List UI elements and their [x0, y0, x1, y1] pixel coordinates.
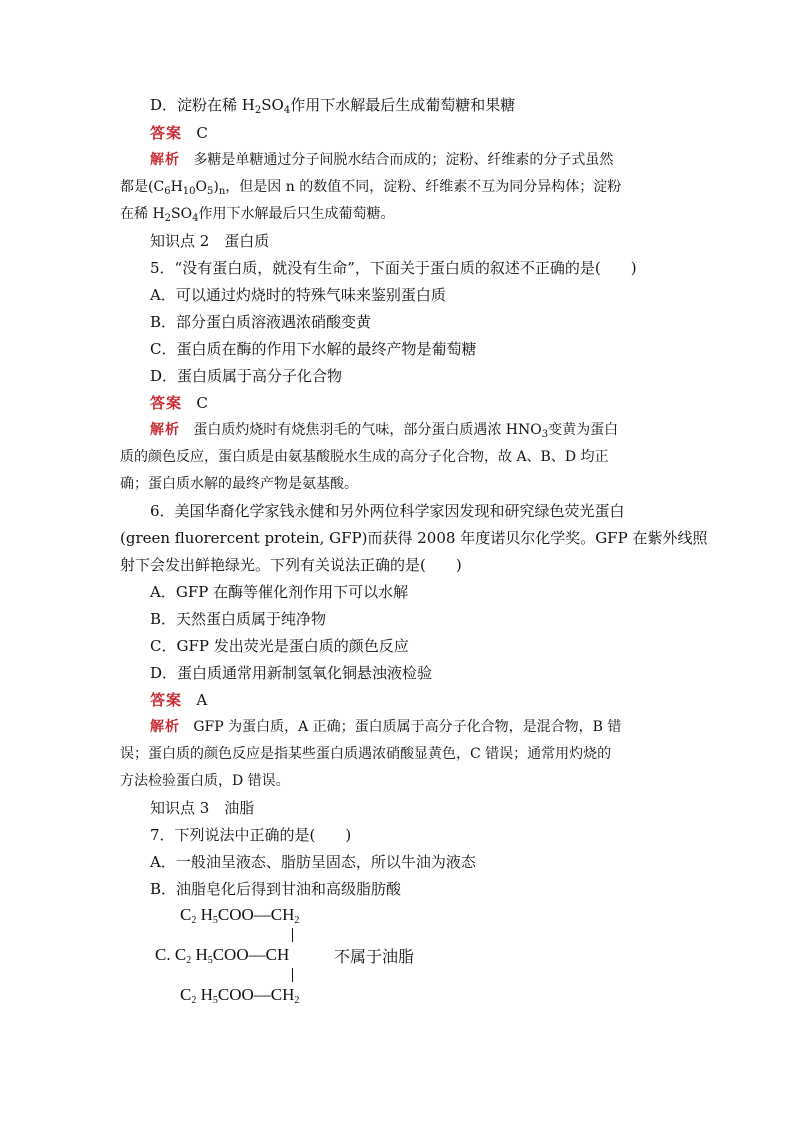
section-heading-kp3: 知识点 3 油脂	[150, 799, 255, 817]
q4-option-d: D．淀粉在稀 $H_2SO_4$作用下水解最后生成葡萄糖和果糖	[150, 96, 516, 116]
q5-option-c: C．蛋白质在酶的作用下水解的最终产物是葡萄糖	[150, 340, 477, 358]
q6-analysis-line-3: 方法检验蛋白质，D 错误。	[120, 773, 290, 789]
q5-analysis-line-2: 质的颜色反应，蛋白质是由氨基酸脱水生成的高分子化合物，故 A、B、D 均正	[120, 449, 609, 465]
analysis-label: 解析	[150, 152, 180, 168]
q5-option-b: B．部分蛋白质溶液遇浓硝酸变黄	[150, 313, 372, 331]
q5-stem: 5．“没有蛋白质，就没有生命”，下面关于蛋白质的叙述不正确的是( )	[150, 259, 637, 277]
formula-row-2: C. $C_2$ $H_5COO—CH$	[155, 945, 290, 966]
analysis-label: 解析	[150, 422, 180, 438]
q5-option-a: A．可以通过灼烧时的特殊气味来鉴别蛋白质	[150, 286, 446, 304]
q7-stem: 7．下列说法中正确的是( )	[150, 826, 352, 844]
q6-option-a: A．GFP 在酶等催化剂作用下可以水解	[150, 583, 409, 601]
q7-option-b: B．油脂皂化后得到甘油和高级脂肪酸	[150, 880, 402, 898]
q4-answer: 答案 C	[150, 124, 208, 142]
q6-option-b: B．天然蛋白质属于纯净物	[150, 610, 327, 628]
section-heading-kp2: 知识点 2 蛋白质	[150, 232, 270, 250]
q6-option-d: D．蛋白质通常用新制氢氧化铜悬浊液检验	[150, 664, 433, 682]
q6-stem-line-1: 6．美国华裔化学家钱永健和另外两位科学家因发现和研究绿色荧光蛋白	[150, 502, 625, 520]
q6-stem-line-2: (green fluorercent protein, GFP)而获得 2008 年度诺贝尔化学奖。GFP 在紫外线照	[120, 529, 708, 547]
q6-answer: 答案 A	[150, 691, 208, 709]
q4-analysis-line-3: 在稀 $H_2SO_4$作用下水解最后只生成葡萄糖。	[120, 206, 395, 224]
analysis-label: 解析	[150, 719, 180, 735]
answer-label: 答案	[150, 691, 183, 709]
q6-analysis-line-2: 误；蛋白质的颜色反应是指某些蛋白质遇浓硝酸显黄色，C 错误；通常用灼烧的	[120, 746, 612, 762]
q5-option-d: D．蛋白质属于高分子化合物	[150, 367, 343, 385]
formula-row-3: $C_2$ $H_5COO—CH_2$	[180, 985, 300, 1006]
bond-line-upper	[292, 928, 293, 942]
formula-row-1: $C_2$ $H_5COO—CH_2$	[180, 905, 300, 926]
q5-analysis-line-3: 确；蛋白质水解的最终产物是氨基酸。	[120, 476, 358, 492]
answer-label: 答案	[150, 124, 183, 142]
q6-option-c: C．GFP 发出荧光是蛋白质的颜色反应	[150, 637, 409, 655]
answer-label: 答案	[150, 394, 183, 412]
q4-analysis-line-2: 都是$(C_6H_{10}O_5)_n$，但是因 n 的数值不同，淀粉、纤维素不互为同分异构体；淀粉	[120, 179, 622, 197]
q4-analysis-line-1: 解析 多糖是单糖通过分子间脱水结合而成的；淀粉、纤维素的分子式虽然	[150, 152, 614, 168]
q6-stem-line-3: 射下会发出鲜艳绿光。下列有关说法正确的是( )	[120, 556, 462, 574]
q6-analysis-line-1: 解析 GFP 为蛋白质，A 正确；蛋白质属于高分子化合物，是混合物，B 错	[150, 719, 622, 735]
q7-option-a: A．一般油呈液态、脂肪呈固态，所以牛油为液态	[150, 853, 476, 871]
bond-line-lower	[292, 968, 293, 982]
q7-option-c-note: 不属于油脂	[334, 947, 415, 966]
q5-answer: 答案 C	[150, 394, 208, 412]
q5-analysis-line-1: 解析 蛋白质灼烧时有烧焦羽毛的气味，部分蛋白质遇浓 $HNO_3$变黄为蛋白	[150, 422, 619, 440]
